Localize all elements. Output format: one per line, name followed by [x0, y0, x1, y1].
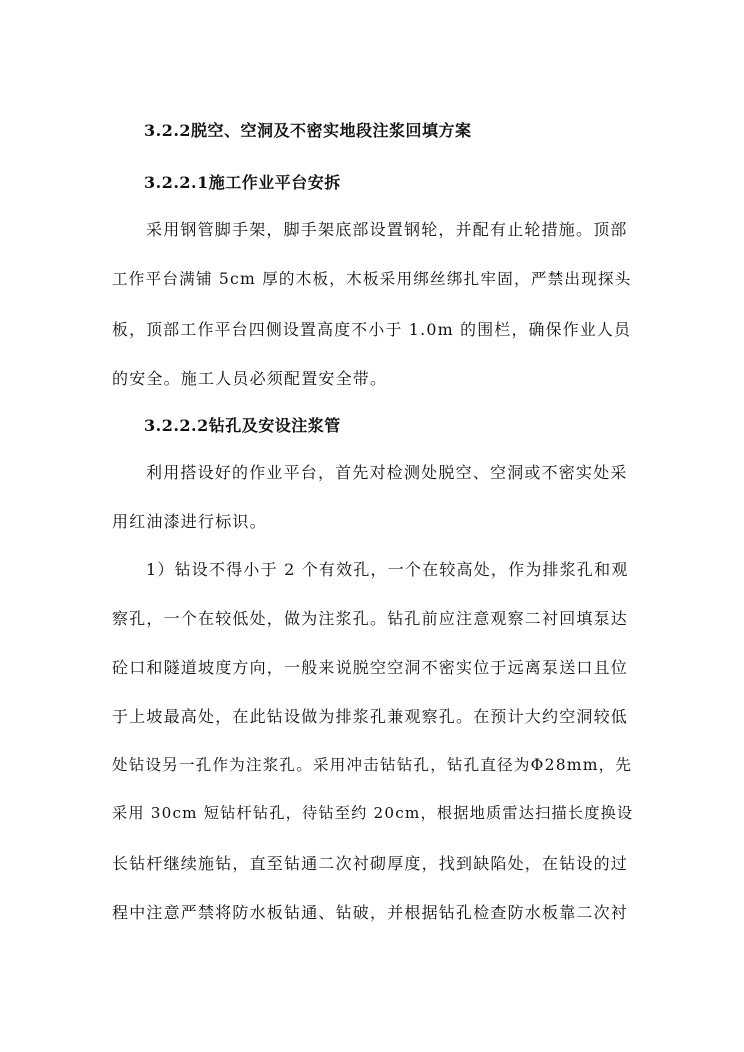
paragraph-line: 板，顶部工作平台四侧设置高度不小于 1.0m 的围栏，确保作业人员	[112, 320, 632, 339]
paragraph-line: 于上坡最高处，在此钻设做为排浆孔兼观察孔。在预计大约空洞较低	[112, 707, 629, 726]
section-heading-3-2-2: 3.2.2脱空、空洞及不密实地段注浆回填方案	[144, 121, 472, 140]
section-heading-3-2-2-2: 3.2.2.2钻孔及安设注浆管	[144, 416, 341, 435]
paragraph-line: 处钻设另一孔作为注浆孔。采用冲击钻钻孔，钻孔直径为Φ28mm，先	[112, 756, 633, 774]
paragraph-line: 工作平台满铺 5cm 厚的木板，木板采用绑丝绑扎牢固，严禁出现探头	[112, 270, 632, 288]
paragraph-line: 利用搭设好的作业平台，首先对检测处脱空、空洞或不密实处采	[146, 463, 628, 482]
paragraph-line: 用红油漆进行标识。	[112, 512, 267, 531]
paragraph-line: 程中注意严禁将防水板钻通、钻破，并根据钻孔检查防水板靠二次衬	[112, 903, 629, 922]
paragraph-line: 采用钢管脚手架，脚手架底部设置钢轮，并配有止轮措施。顶部	[146, 220, 628, 239]
paragraph-line: 砼口和隧道坡度方向，一般来说脱空空洞不密实位于远离泵送口且位	[112, 658, 629, 677]
paragraph-line: 采用 30cm 短钻杆钻孔，待钻至约 20cm，根据地质雷达扫描长度换设	[112, 804, 634, 822]
paragraph-line: 长钻杆继续施钻，直至钻通二次衬砌厚度，找到缺陷处，在钻设的过	[112, 854, 629, 873]
section-heading-3-2-2-1: 3.2.2.1施工作业平台安拆	[144, 173, 341, 192]
paragraph-line: 的安全。施工人员必须配置安全带。	[112, 369, 388, 388]
paragraph-line: 察孔，一个在较低处，做为注浆孔。钻孔前应注意观察二衬回填泵达	[112, 609, 629, 628]
paragraph-line: 1）钻设不得小于 2 个有效孔，一个在较高处，作为排浆孔和观	[146, 560, 629, 579]
